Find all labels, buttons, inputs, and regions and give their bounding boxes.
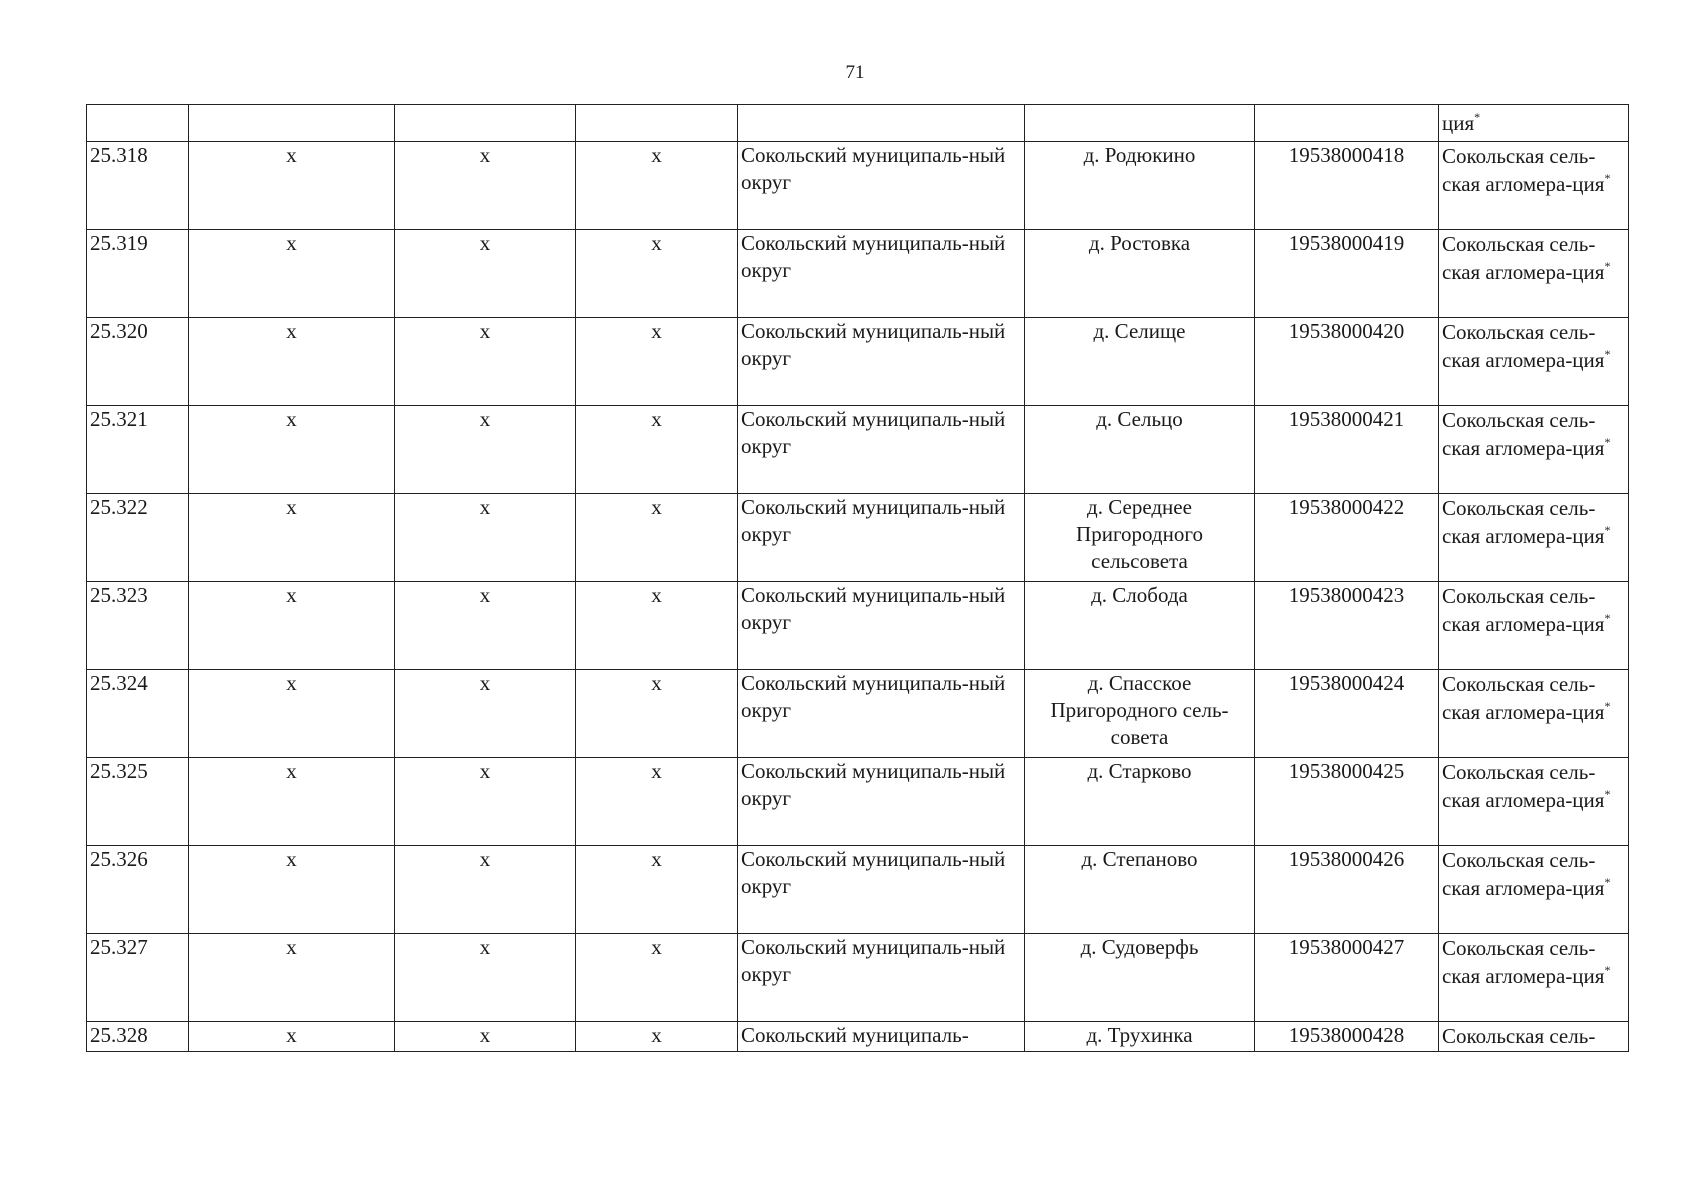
mark-cell: х <box>395 142 576 230</box>
footnote-asterisk: * <box>1604 875 1611 889</box>
mark-cell: х <box>395 934 576 1022</box>
header-cell <box>1025 105 1255 142</box>
row-number: 25.320 <box>87 318 189 406</box>
agglomeration-cell <box>1439 142 1629 230</box>
row-number: 25.326 <box>87 846 189 934</box>
agglomeration-name: Сокольская сель-ская агломера-ция <box>1442 760 1605 812</box>
mark-cell: х <box>189 142 395 230</box>
mark-cell: х <box>189 934 395 1022</box>
oktmo-code: 19538000422 <box>1255 494 1439 582</box>
mark-cell: х <box>576 142 738 230</box>
row-number: 25.321 <box>87 406 189 494</box>
agglomeration-cell <box>1439 494 1629 582</box>
table-row <box>87 934 1629 1022</box>
municipal-district: Сокольский муниципаль-ный округ <box>738 582 1025 670</box>
row-number: 25.328 <box>87 1022 189 1052</box>
mark-cell: х <box>576 318 738 406</box>
header-cell <box>87 105 189 142</box>
footnote-asterisk: * <box>1604 787 1611 801</box>
agglomeration-name: Сокольская сель-ская агломера-ция <box>1442 496 1605 548</box>
header-cell <box>576 105 738 142</box>
agglomeration-cell <box>1439 318 1629 406</box>
mark-cell: х <box>189 318 395 406</box>
table-row <box>87 846 1629 934</box>
mark-cell: х <box>576 758 738 846</box>
table-header-row <box>87 105 1629 142</box>
mark-cell: х <box>189 846 395 934</box>
municipal-district: Сокольский муниципаль-ный округ <box>738 494 1025 582</box>
agglomeration-name: Сокольская сель-ская агломера-ция <box>1442 408 1605 460</box>
settlement-name: д. Слобода <box>1025 582 1255 670</box>
footnote-asterisk: * <box>1474 110 1481 124</box>
agglomeration-name: Сокольская сель-ская агломера-ция <box>1442 232 1605 284</box>
agglomeration-name: Сокольская сель-ская агломера-ция <box>1442 320 1605 372</box>
table-row <box>87 230 1629 318</box>
municipal-district: Сокольский муниципаль- <box>738 1022 1025 1052</box>
municipal-district: Сокольский муниципаль-ный округ <box>738 670 1025 758</box>
agglomeration-tail: ция <box>1442 111 1475 135</box>
oktmo-code: 19538000420 <box>1255 318 1439 406</box>
header-cell <box>738 105 1025 142</box>
row-number: 25.327 <box>87 934 189 1022</box>
oktmo-code: 19538000428 <box>1255 1022 1439 1052</box>
row-number: 25.318 <box>87 142 189 230</box>
table-row <box>87 670 1629 758</box>
municipal-district: Сокольский муниципаль-ный округ <box>738 230 1025 318</box>
mark-cell: х <box>189 1022 395 1052</box>
agglomeration-name: Сокольская сель-ская агломера-ция <box>1442 848 1605 900</box>
municipal-district: Сокольский муниципаль-ный округ <box>738 142 1025 230</box>
municipal-district: Сокольский муниципаль-ный округ <box>738 846 1025 934</box>
footnote-asterisk: * <box>1604 963 1611 977</box>
footnote-asterisk: * <box>1604 259 1611 273</box>
settlement-name: д. Ростовка <box>1025 230 1255 318</box>
mark-cell: х <box>189 230 395 318</box>
settlement-name: д. Спасское Пригородного сель-совета <box>1025 670 1255 758</box>
mark-cell: х <box>189 406 395 494</box>
oktmo-code: 19538000419 <box>1255 230 1439 318</box>
oktmo-code: 19538000427 <box>1255 934 1439 1022</box>
oktmo-code: 19538000426 <box>1255 846 1439 934</box>
agglomeration-cell <box>1439 670 1629 758</box>
footnote-asterisk: * <box>1604 699 1611 713</box>
agglomeration-cell <box>1439 934 1629 1022</box>
oktmo-code: 19538000424 <box>1255 670 1439 758</box>
footnote-asterisk: * <box>1604 435 1611 449</box>
footnote-asterisk: * <box>1604 523 1611 537</box>
row-number: 25.319 <box>87 230 189 318</box>
agglomeration-cell: Сокольская сель- <box>1439 1022 1629 1052</box>
mark-cell: х <box>395 494 576 582</box>
settlement-name: д. Селище <box>1025 318 1255 406</box>
agglomeration-cell <box>1439 758 1629 846</box>
agglomeration-name: Сокольская сель-ская агломера-ция <box>1442 936 1605 988</box>
footnote-asterisk: * <box>1604 611 1611 625</box>
mark-cell: х <box>395 846 576 934</box>
header-agglomeration-cell <box>1439 105 1629 142</box>
municipal-district: Сокольский муниципаль-ный округ <box>738 318 1025 406</box>
municipal-district: Сокольский муниципаль-ный округ <box>738 406 1025 494</box>
table-row <box>87 1022 1629 1052</box>
agglomeration-name: Сокольская сель-ская агломера-ция <box>1442 672 1605 724</box>
footnote-asterisk: * <box>1604 171 1611 185</box>
mark-cell: х <box>576 670 738 758</box>
mark-cell: х <box>576 582 738 670</box>
row-number: 25.325 <box>87 758 189 846</box>
agglomeration-cell <box>1439 582 1629 670</box>
mark-cell: х <box>189 670 395 758</box>
mark-cell: х <box>189 758 395 846</box>
row-number: 25.322 <box>87 494 189 582</box>
mark-cell: х <box>395 406 576 494</box>
mark-cell: х <box>576 406 738 494</box>
settlement-name: д. Судоверфь <box>1025 934 1255 1022</box>
header-cell <box>189 105 395 142</box>
table-row <box>87 758 1629 846</box>
oktmo-code: 19538000418 <box>1255 142 1439 230</box>
mark-cell: х <box>395 230 576 318</box>
mark-cell: х <box>576 934 738 1022</box>
settlement-registry-table <box>86 104 1629 1052</box>
agglomeration-cell <box>1439 230 1629 318</box>
table-row <box>87 582 1629 670</box>
settlement-name: д. Середнее Пригородного сельсовета <box>1025 494 1255 582</box>
mark-cell: х <box>189 494 395 582</box>
mark-cell: х <box>189 582 395 670</box>
mark-cell: х <box>576 494 738 582</box>
settlement-name: д. Трухинка <box>1025 1022 1255 1052</box>
mark-cell: х <box>576 1022 738 1052</box>
row-number: 25.323 <box>87 582 189 670</box>
mark-cell: х <box>395 758 576 846</box>
agglomeration-cell <box>1439 406 1629 494</box>
settlement-name: д. Сельцо <box>1025 406 1255 494</box>
oktmo-code: 19538000421 <box>1255 406 1439 494</box>
municipal-district: Сокольский муниципаль-ный округ <box>738 758 1025 846</box>
settlement-name: д. Родюкино <box>1025 142 1255 230</box>
mark-cell: х <box>576 230 738 318</box>
mark-cell: х <box>395 1022 576 1052</box>
agglomeration-name: Сокольская сель-ская агломера-ция <box>1442 144 1605 196</box>
settlement-name: д. Старково <box>1025 758 1255 846</box>
footnote-asterisk: * <box>1604 347 1611 361</box>
municipal-district: Сокольский муниципаль-ный округ <box>738 934 1025 1022</box>
mark-cell: х <box>395 318 576 406</box>
settlement-name: д. Степаново <box>1025 846 1255 934</box>
header-cell <box>1255 105 1439 142</box>
table-row <box>87 142 1629 230</box>
mark-cell: х <box>395 582 576 670</box>
table-row <box>87 318 1629 406</box>
oktmo-code: 19538000423 <box>1255 582 1439 670</box>
row-number: 25.324 <box>87 670 189 758</box>
agglomeration-name: Сокольская сель-ская агломера-ция <box>1442 584 1605 636</box>
agglomeration-cell <box>1439 846 1629 934</box>
page-number: 71 <box>845 62 865 83</box>
table-row <box>87 406 1629 494</box>
mark-cell: х <box>576 846 738 934</box>
mark-cell: х <box>395 670 576 758</box>
header-cell <box>395 105 576 142</box>
oktmo-code: 19538000425 <box>1255 758 1439 846</box>
table-row <box>87 494 1629 582</box>
